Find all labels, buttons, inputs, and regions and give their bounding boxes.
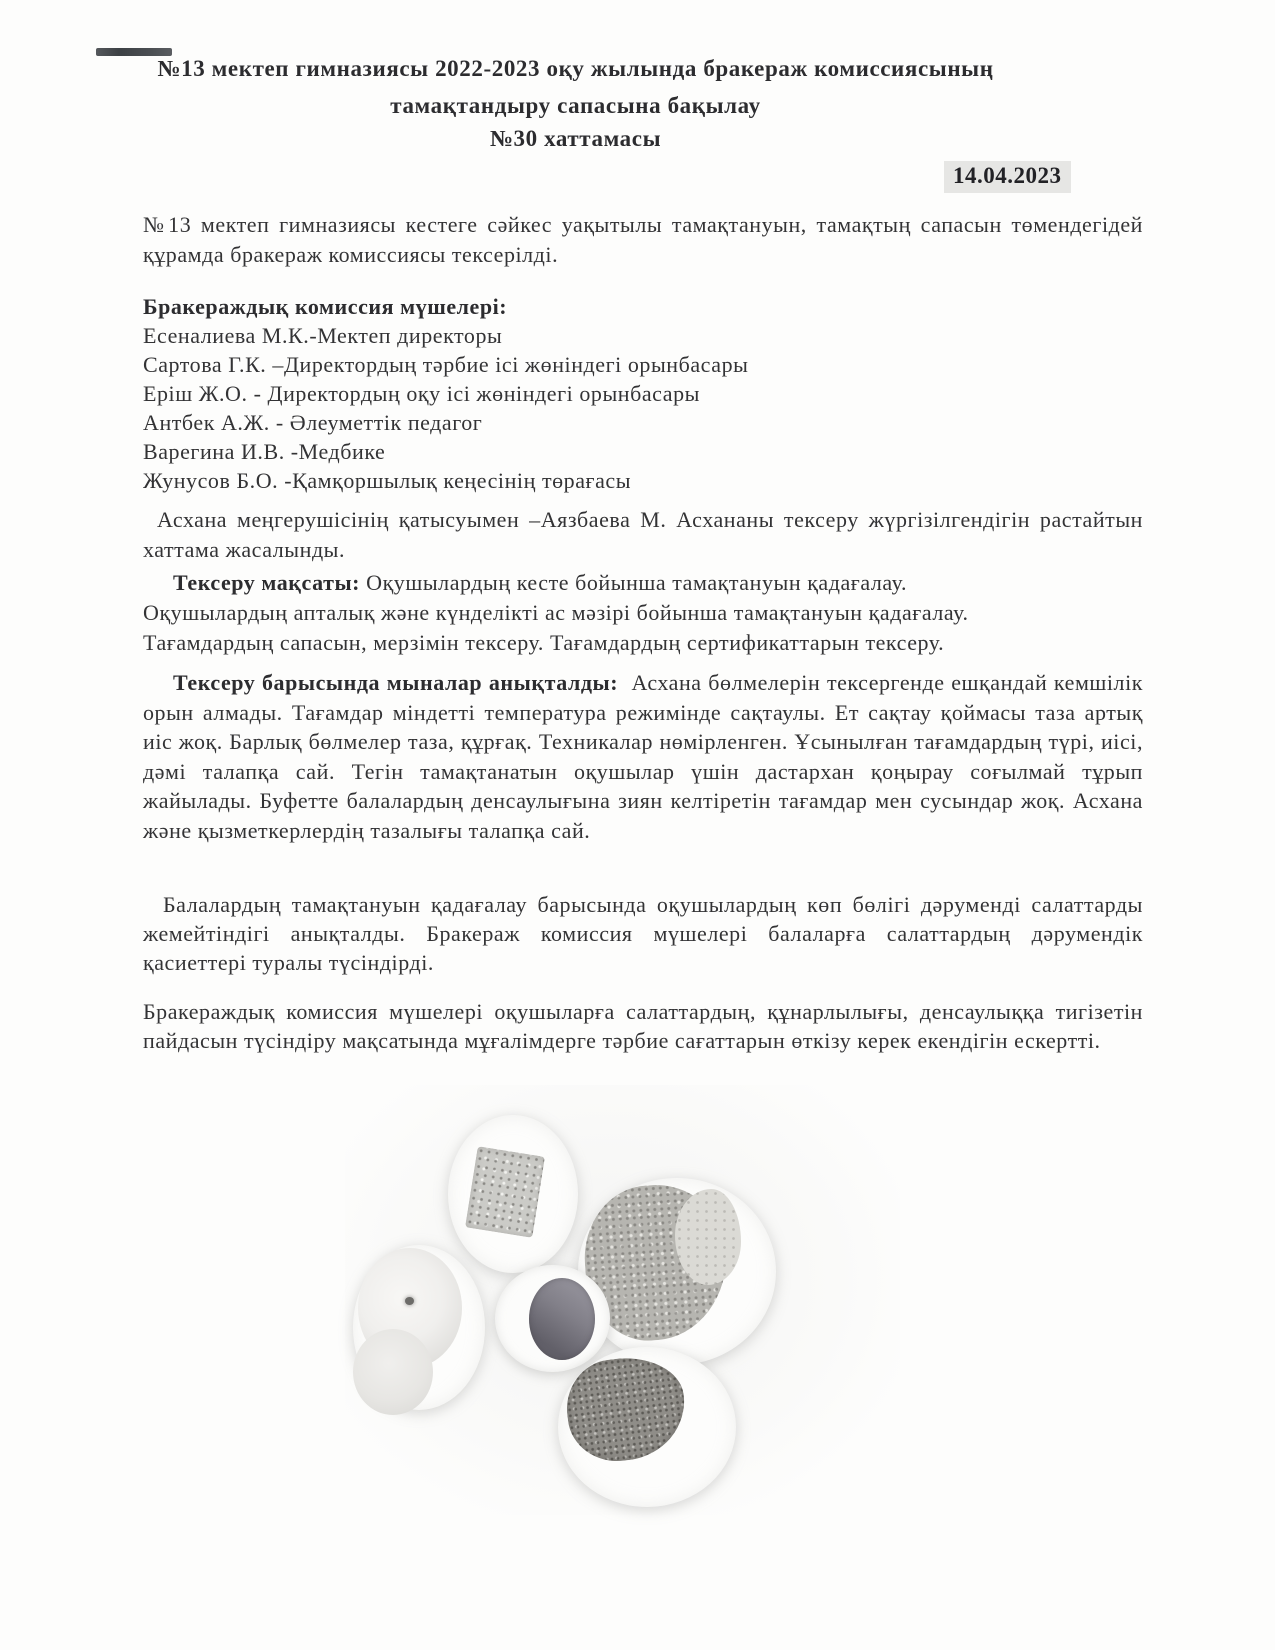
- meal-tray-photo: [345, 1085, 900, 1515]
- purpose-line-2: Оқушылардың апталық және күнделікті ас мәзірі бойынша тамақтануын қадағалау.: [143, 600, 969, 625]
- commission-member: Еріш Ж.О. - Директордың оқу ісі жөніндегі орынбасары: [143, 381, 700, 406]
- commission-member: Есеналиева М.К.-Мектеп директоры: [143, 323, 503, 348]
- commission-member: Антбек А.Ж. - Әлеуметтік педагог: [143, 410, 483, 435]
- bread-slice: [465, 1146, 545, 1238]
- purpose-line-3: Тағамдардың сапасын, мерзімін тексеру. Тағамдардың сертификаттарын тексеру.: [143, 630, 945, 655]
- apple-stem: [405, 1297, 414, 1305]
- vitamins-observation-paragraph: Балалардың тамақтануын қадағалау барысында оқушылардың көп бөлігі дәруменді салаттарды жемейтіндігі анықталды. Бракераж комиссия мүшелері балаларға салаттардың дәрумендік қасиеттері туралы түсіндірді.: [143, 892, 1143, 975]
- commission-member: Жунусов Б.О. -Қамқоршылық кеңесінің төрағасы: [143, 468, 632, 493]
- salad-portion: [675, 1189, 741, 1285]
- purpose-line-1: Оқушылардың кесте бойынша тамақтануын қадағалау.: [366, 570, 908, 595]
- findings-label: Тексеру барысында мыналар анықталды:: [173, 670, 619, 695]
- inspection-findings-paragraph: [143, 668, 1143, 845]
- commission-section: [143, 292, 1143, 495]
- inspection-purpose-paragraph: [143, 568, 1143, 658]
- commission-heading: Бракераждық комиссия мүшелері:: [143, 294, 508, 319]
- protocol-confirmation-paragraph: Асхана меңгерушісінің қатысуымен –Аязбаева М. Асхананы тексеру жүргізілгендігін растайтын хаттама жасалынды.: [143, 507, 1143, 562]
- purpose-lead-line: [143, 568, 1143, 598]
- document-title-line1: №13 мектеп гимназиясы 2022-2023 оқу жылында бракераж комиссиясының: [157, 56, 994, 81]
- document-date: 14.04.2023: [944, 161, 1071, 193]
- tea-liquid: [529, 1278, 595, 1360]
- intro-paragraph: №13 мектеп гимназиясы кестеге сәйкес уақытылы тамақтануын, тамақтың сапасын төмендегідей құрамда бракераж комиссиясы тексерілді.: [143, 212, 1143, 267]
- commission-member: Сартова Г.К. –Директордың тәрбие ісі жөніндегі орынбасары: [143, 352, 749, 377]
- document-title-line2: тамақтандыру сапасына бақылау: [390, 93, 761, 118]
- second-fruit: [353, 1329, 433, 1415]
- purpose-label: Тексеру мақсаты:: [173, 570, 361, 595]
- document-title: [83, 50, 1068, 124]
- commission-member: Варегина И.В. -Медбике: [143, 439, 386, 464]
- findings-text: Асхана бөлмелерін тексергенде ешқандай кемшілік орын алмады. Тағамдар міндетті температура режимінде сақтаулы. Ет сақтау қоймасы таза артық иіс жоқ. Барлық бөлмелер таза, құрғақ. Техникалар нөмірленген. Ұсынылған тағамдардың түрі, иісі, дәмі талапқа сай. Тегін тамақтанатын оқушылар үшін дастархан қоңырау соғылмай тұрып жайылады. Буфетте балалардың денсаулығына зиян келтіретін тағамдар мен сусындар жоқ. Асхана және қызметкерлердің тазалығы талапқа сай.: [143, 670, 1143, 843]
- protocol-number: №30 хаттамасы: [489, 126, 662, 151]
- recommendation-paragraph: Бракераждық комиссия мүшелері оқушыларға салаттардың, құнарлылығы, денсаулыққа тигізетін пайдасын түсіндіру мақсатында мұғалімдерге тәрбие сағаттарын өткізу керек екендігін ескертті.: [143, 999, 1143, 1053]
